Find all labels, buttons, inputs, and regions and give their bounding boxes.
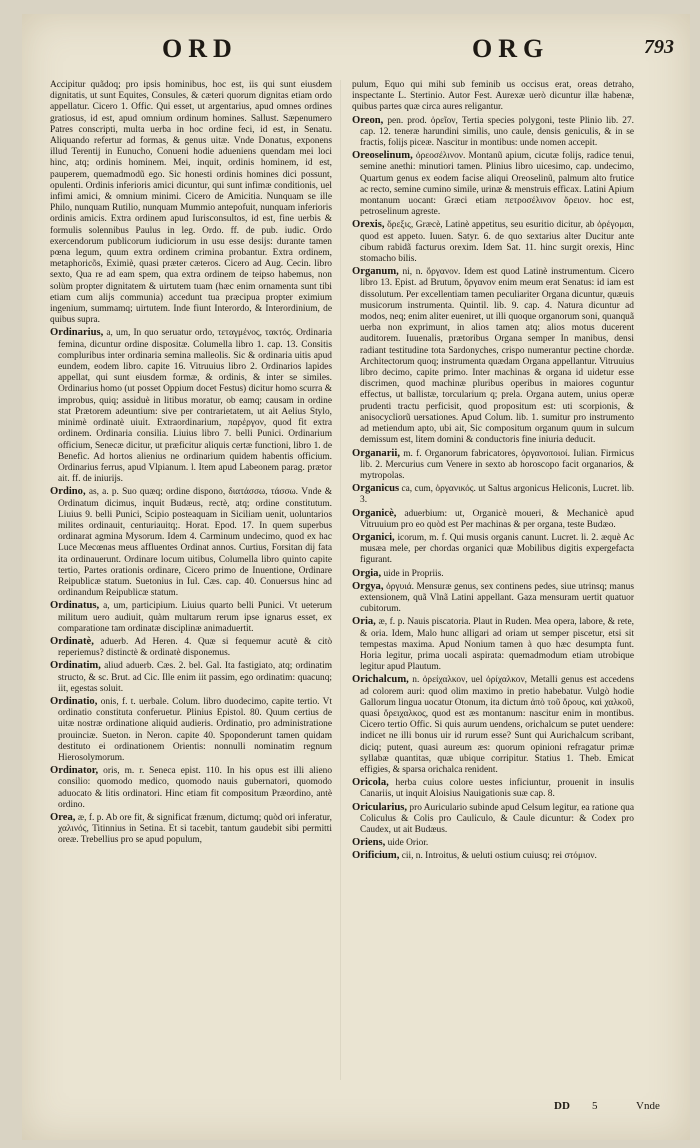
entry-text: n. ὀρείχαλκον, uel ὀρίχαλκον, Metalli genus est accedens ad colorem auri: quod olim maximo in pretio habebatur. Vulgò hodie Gallorum lingua uocatur Otonum, ita dictum ἀπὸ τοῦ ὄρους, καὶ χαλκοῦ, quasi ὄρειχαλκος, quod est æs montanum: nascitur enim in montibus. Cicero tertio Offic. Si quis aurum uendens, orichalcum se putet uendere: indicet ne illi bonus uir id rurum esse? Sunt qui Aurichalcum scribant, diciq; putent, quasi aureum æs: quorum opinioni refragatur primæ syllabæ quantitas, quæ ubique corripitur. Statius 1. Theb. Emicat effigies, & sparsa orichalca renident. — [360, 675, 635, 775]
dictionary-entry — [352, 266, 634, 446]
catchword: Vnde — [636, 1100, 660, 1112]
entry-text: ὀρεοσέλινον. Montanũ apium, cicutæ folijs, radice tenui, semine anethi: minutiori tamen. Plinius libro uicesimo, cap. undecimo, Quartum genus ex eodem facise aliqui Oreoselinũ, palmum alto frutice ac recto, semine cumino simile, urinæ & menstruis efficax. Latini Apium montanum uocant: Græci etiam πετροσέλινον ὄρειον. hoc est, petroselinum agreste. — [360, 151, 635, 218]
entry-text: m. f. Organorum fabricatores, ὀργανοποιοί. Iulian. Firmicus lib. 2. Mercurius cum Venere in sexto ab horoscopo facit organarios, & mytropolas. — [360, 448, 635, 481]
dictionary-entry — [352, 850, 634, 862]
entry-lemma: Oreon, — [352, 114, 384, 126]
dictionary-entry — [352, 508, 634, 531]
entry-lemma: Ordinatio, — [50, 695, 98, 707]
entry-text: aliud aduerb. Cæs. 2. bel. Gal. Ita fastigiato, atq; ordinatim structo, & sc. Brut. ad Cic. Ille enim iit passim, ego ordinatim: quacunq; iit, egestas soluit. — [58, 661, 332, 694]
dictionary-entry — [352, 674, 634, 776]
left-column — [50, 80, 332, 847]
entry-lemma: Organicus — [352, 483, 400, 495]
page-footer — [22, 1100, 690, 1120]
dictionary-entry — [352, 150, 634, 218]
entry-lemma: Ordino, — [50, 486, 86, 498]
entry-lemma: Organici, — [352, 531, 395, 543]
right-column — [352, 80, 634, 863]
entry-lemma: Oreoselinum, — [352, 150, 413, 162]
dictionary-entry — [352, 568, 634, 580]
dictionary-entry — [50, 636, 332, 659]
entry-lemma: Ordinatè, — [50, 635, 94, 647]
entry-lemma: Organum, — [352, 266, 399, 278]
entry-lemma: Oricularius, — [352, 801, 408, 813]
page-number: 793 — [644, 36, 674, 58]
signature-mark: DD — [554, 1100, 570, 1112]
dictionary-entry — [50, 696, 332, 764]
entry-text: pulum, Equo qui mihi sub feminib us occisus erat, oreas detraho, inspectante L. Stertinio. Autor Fest. Aurexæ uerò dicuntur illæ habenæ, quibus partes quæ circa aures religantur. — [352, 80, 634, 113]
entry-lemma: Ordinator, — [50, 765, 99, 777]
entry-text: onis, f. t. uerbale. Colum. libro duodecimo, capite tertio. Vt ordinatio constituta conferuetur. Plinius Epistol. 80. Quum certius de uitæ nostræ ordinatione aliquid audieris. Ordinatio, pro administratione prouinciæ. Sueton. in Neron. capite 40. Spoponderunt tamen quidam destituto ei ordinationem Orientis: nonnulli nominatim regnum Hierosolymorum. — [58, 696, 333, 763]
entry-lemma: Orgya, — [352, 580, 384, 592]
dictionary-entry — [50, 600, 332, 635]
dictionary-entry — [352, 80, 634, 114]
book-page — [22, 14, 690, 1140]
dictionary-entry — [352, 115, 634, 150]
dictionary-entry — [352, 777, 634, 800]
entry-lemma: Organicè, — [352, 507, 397, 519]
dictionary-entry — [50, 327, 332, 485]
signature-number: 5 — [592, 1100, 598, 1112]
entry-text: as, a. p. Suo quæq; ordine dispono, διατάσσω, τάσσω. Vnde & Ordinatum dicimus, inquit Budæus, rectè, atq; ordine constitutum. Liuius 9. belli Punici, Scipio posteaquam in Siciliam uenit, uoluntarios milites ordinauit, centuriauitq;. Horat. Epod. 17. In quem superbus ordinarat agmina Mysorum. Idem 4. Carminum undecimo, quod ex hac Luce Mecœnas meus affluentes Ordinat annos. Curtius, Forsitan dij fata ita ordinauerunt. Ordinare locum uitibus, Columella libro quinto capite tertio, Partes orationis ordinare, Cicero primo de Inuentione, Ordinare Reipublicæ statum. Suetonius in Iul. Cæs. cap. 40. Conuersus hinc ad ordinandum Reipublicæ statum. — [58, 487, 332, 599]
dictionary-entry — [50, 660, 332, 695]
dictionary-entry — [50, 765, 332, 811]
entry-lemma: Orichalcum, — [352, 674, 409, 686]
entry-text: a, um, In quo seruatur ordo, τεταγμένος, τακτός. Ordinaria femina, dicuntur ordine dispositæ. Columella libro 1. cap. 13. Consitis compluribus inter ordinaria semina malleolis. Sic & ordinaria uitis apud eundem, eodem libro. capite 16. Vitruuius libro 2. Ordinarios lapides appellat, qui sunt eiusdem formæ, & ordinis, & inter se similes. Ordinarius homo (ut posset Oppium docet Festus) dicitur homo scurra & improbus, quiq; assiduè in litibus moratur, ob eamq; causam in ordine stat Prætorem adeuntium: sive per contrarietatem, ut ait Aelius Stylo, minimè ordinatè uiuit. Extraordinarium, παρέργον, quod fit extra ordinem. Ordinaria consilia. Liuius libro 7. belli Punici. Ordinarium officium, Senecæ dicitur, ut præficitur aliquis certæ functioni, libro 1. de Benefic. Ad hortos alienius ne ordinarium quidem habentis officium. Ordinarius ferrus, apud Vlpianum. l. Item apud Labeonem parag. prætor ait. ff. de iniurijs. — [58, 328, 332, 485]
entry-text: uide Orior. — [387, 838, 429, 849]
dictionary-entry — [50, 80, 332, 326]
entry-lemma: Ordinatim, — [50, 660, 101, 672]
dictionary-entry — [352, 532, 634, 567]
entry-text: Accipitur quãdoq; pro ipsis hominibus, hoc est, iis qui sunt eiusdem dignitatis, ut sunt Equites, Consules, & cæteri quorum dignitas etiam ordo appellatur. Cicero 1. Offic. Qui esset, ut argentarius, apud omnes ordines gratiosus, id est, apud omnium ordinum homines. Sallust. Sæpenumero Patres conscripti, multa uerba in hoc ordine feci, id est, in Senatu. Aliquando refertur ad formas, & genus uitæ. Vnde Donatus, exponens illud Terentij in Eunucho, Conueni hodie adueniens quendam mei loci hinc, atq; ordinis hominem. Mei, inquit, ordinis hominem, id est, pauperem, quemadmodũ ego. Sic honesti ordinis homines dici possunt, opulenti. Ordinis inferioris amici dicuntur, qui sunt infimæ conditionis, uel infimi amici, & omnium minimi. Cicero de Amicitia. Nunquam se ille Philo, nunquam Rutilio, nunquam Mummio antepofuit, nunquam inferioris ordinis amicis. Extra ordinem apud Iurisconsultos, id est, fine uerbis & formulis solennibus Paulus in leg. Ordo. ff. de pub. iudic. Ordo exercendorum publicorum iudiciorum in usu esse desijs: durante tamen pœna legum, quum extra ordinem crimina probantur. Extra ordinem, metaphoricõs, Eximiè, quasi præter cæteros. Cicero ad Aug. Cecin. libro sexto, Qua re ad eam spem, qua extra ordinem de teipso habemus, non solùm propter dignitatem & uirtutem tuam (hæc enim ornamenta sunt tibi etiam cum alijs communia) accedunt tua præcipua propter eximium ingenium, summamq; uirtutem. Inde fiunt Interordo, & Interordinium, de quibus supra. — [50, 80, 332, 326]
entry-text: ὀργυιά. Mensuræ genus, sex continens pedes, siue utrinsq; manus extensionem, quã Vlnã Latini appellant. Gaza mensuram uertit quatuor cubitorum. — [360, 581, 634, 615]
entry-lemma: Orexis, — [352, 219, 385, 231]
entry-text: cii, n. Introitus, & ueluti ostium cuiusq; rei στόμιον. — [401, 851, 597, 862]
entry-text: ca, cum, ὀργανικός. ut Saltus argonicus Heliconis, Lucret. lib. 3. — [360, 484, 634, 506]
dictionary-entry — [352, 837, 634, 849]
entry-lemma: Oria, — [352, 616, 376, 628]
running-head — [22, 34, 690, 74]
entry-text: a, um, participium. Liuius quarto belli Punici. Vt ueterum militum uero audiuit, quàm multarum rerum ipse ignarus esset, ex comparatione tam ordinatæ disciplinæ animaduertit. — [58, 601, 333, 634]
entry-lemma: Orgia, — [352, 567, 382, 579]
dictionary-entry — [352, 581, 634, 616]
entry-lemma: Ordinarius, — [50, 327, 104, 339]
dictionary-entry — [352, 616, 634, 673]
entry-text: icorum, m. f. Qui musis organis canunt. Lucret. li. 2. æquè Ac musæa mele, per chordas organici quæ Mobilibus digitis expergefacta figurant. — [360, 532, 635, 566]
entry-lemma: Organarii, — [352, 447, 400, 459]
dictionary-entry — [50, 486, 332, 599]
entry-text: æ, f. p. Nauis piscatoria. Plaut in Ruden. Mea opera, labore, & rete, & oria. Idem, Malo hunc alligari ad oriam ut semper piscetur, etsi sit tempestas maxima. Apud Nonium tamen à quo hæc desumpta funt. Horia legitur, prima uocali aspirata: quemadmodum etiam utrobique legitur apud Plautum. — [360, 617, 635, 673]
entry-text: pro Auriculario subinde apud Celsum legitur, ea ratione qua Coliculus & Colis pro Cauliculo, & Caule dicuntur: & Codex pro Caudex, ut ait Budæus. — [360, 802, 635, 835]
dictionary-entry — [50, 812, 332, 847]
entry-text: aduerbium: ut, Organicè moueri, & Mechanicè apud Vitruuium pro eo quòd est Per machinas & per organa, teste Budæo. — [360, 508, 634, 530]
entry-lemma: Orificium, — [352, 850, 400, 862]
entry-text: æ, f. p. Ab ore fit, & significat frænum, dictumq; quòd ori inferatur, χαλινός, Titinnius in Setina. Et si tacebit, tantum gaudebit sibi permitti oreæ. Trebellius pro se apud populum, — [58, 813, 332, 846]
column-gutter — [340, 80, 341, 1080]
entry-lemma: Oricola, — [352, 777, 389, 789]
entry-text: ὄρεξις, Græcè, Latinè appetitus, seu esuritio dicitur, ab ὀρέγομαι, quod est appeto. Iuuen. Satyr. 6. de quo sextarius alter Ducitur ante cibum rabidã facturus orexim. Idem Sat. 11. hinc surgit orexis, Hinc stomacho bilis. — [360, 220, 635, 265]
entry-text: ni, n. ὄργανον. Idem est quod Latinè instrumentum. Cicero libro 13. Epist. ad Brutum, ὄργανον enim meum erat Senatus: id iam est dissolutum. Per excellentiam tamen peculiariter Organa dicuntur, quæuis musicorum instrumenta. Quintil. lib. 9. cap. 4. Natura dicuntur ad modos, neq; enim aliter eueniret, ut illi quoque organorum soni, quanquã uerba non exprimunt, in alios tamen atq; alios motus ducerent auditorem. Iuuenalis, prætoribus Organa semper In manibus, densi radiant testitudine tota Sardonyches, crispo numerantur pectine chordæ. Architectorum quoq; instrumenta quædam Organa appellantur. Vitruuius libro decimo, capite primo. Inter machinas & organa id uidetur esse discrimen, quod machinæ pluribus operibus in maiores coguntur effectus, ut ballistæ, torcularium q; prela. Organa autem, unius operæ prudenti tractu perficisit, quod propositum est: uti scorpionis, & anisocycliorũ uersationes. Apud Colum. lib. 1. sumitur pro instrumento ad metiendum apto, ubi ait, Sic compositum organum quum in sulcum demissum est, litem domini & conductoris fine iniuria deducit. — [360, 267, 635, 446]
dictionary-entry — [352, 448, 634, 483]
dictionary-entry — [352, 219, 634, 265]
entry-text: aduerb. Ad Heren. 4. Quæ si fequemur acutè & citò reperiemus? distinctè & ordinatè disponemus. — [58, 636, 333, 659]
entry-lemma: Oriens, — [352, 837, 386, 849]
dictionary-entry — [352, 483, 634, 506]
entry-lemma: Ordinatus, — [50, 600, 100, 612]
entry-text: oris, m. r. Seneca epist. 110. In his opus est illi alieno consilio: quomodo medico, quomodo nauis gubernatori, quomodo aduocato & litis ordinatori. Hinc etiam fit compositum Præordino, antè ordino. — [58, 766, 333, 810]
dictionary-entry — [352, 802, 634, 837]
running-head-left: ORD — [162, 34, 238, 63]
entry-lemma: Orea, — [50, 812, 76, 823]
entry-text: herba cuius colore uestes inficiuntur, prouenit in insulis Canariis, ut inquit Aloisius Nauigationis suæ cap. 8. — [360, 778, 634, 800]
running-head-right: ORG — [472, 34, 550, 63]
entry-text: uide in Propriis. — [383, 568, 444, 579]
entry-text: pen. prod. ὀρεῖον, Tertia species polygoni, teste Plinio lib. 27. cap. 12. teneræ harundini similis, uno caule, densis geniculis, & in se fractis, folijs piceæ. Nascitur in montibus: unde nomen accepit. — [360, 115, 635, 149]
